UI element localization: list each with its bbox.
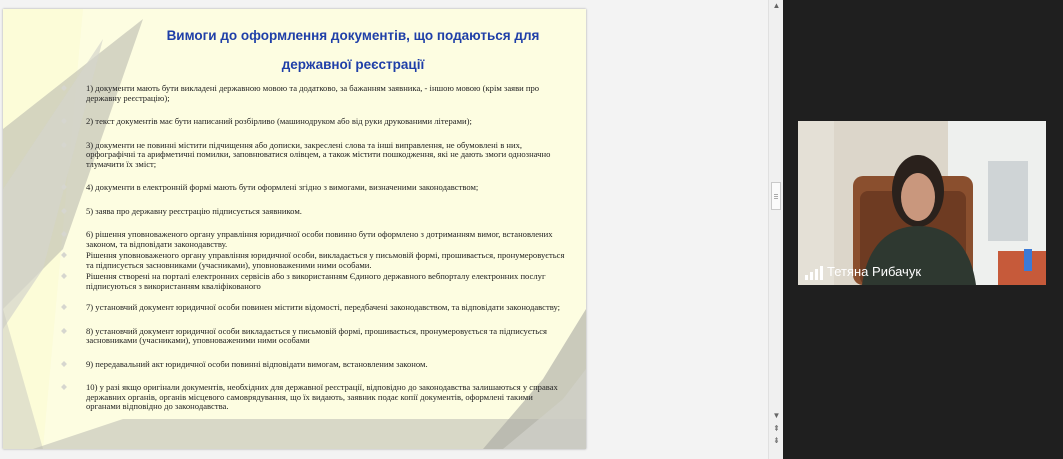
list-item: 9) передавальний акт юридичної особи повинні відповідати вимогам, встановленим законом.	[61, 360, 566, 370]
list-item: 8) установчий документ юридичної особи викладається у письмовій формі, прошивається, пронумеровується та підписується засновниками (учасниками), уповноваженими ними особами	[61, 327, 566, 346]
bullet-icon	[61, 231, 67, 237]
list-item: 10) у разі якщо оригінали документів, необхідних для державної реєстрації, відповідно до законодавства залишаються у справах державних органів, органів місцевого самоврядування, що їх видають, заявник подає копії документів, оформлені такими органами відповідно до законодавства.	[61, 383, 566, 412]
slide-title	[123, 21, 583, 79]
next-slide-icon[interactable]: ⇟	[773, 436, 780, 445]
slide-title-line-2: державної реєстрації	[281, 57, 425, 72]
list-item: Рішення уповноваженого органу управління юридичної особи, викладається у письмовій формі, прошивається, пронумеровується та підписується засновниками (учасниками), уповноваженими ними особами.	[61, 251, 566, 270]
bullet-icon	[61, 273, 67, 279]
list-item: 1) документи мають бути викладені державною мовою та додатково, за бажанням заявника, - іншою мовою (крім заяви про державну реєстрацію);	[61, 84, 566, 103]
bullet-icon	[61, 384, 67, 390]
list-item: 5) заява про державну реєстрацію підписується заявником.	[61, 207, 566, 217]
participant-video-tile[interactable]	[798, 121, 1046, 285]
bullet-icon	[61, 304, 67, 310]
slide-title-line-1: Вимоги до оформлення документів, що подаються для	[166, 28, 540, 43]
slide-canvas[interactable]	[3, 9, 586, 449]
scroll-up-icon[interactable]: ▲	[772, 1, 781, 10]
signal-strength-icon	[804, 266, 824, 280]
bullet-icon	[61, 85, 67, 91]
bullet-icon	[61, 208, 67, 214]
previous-slide-icon[interactable]: ⇞	[773, 424, 780, 433]
list-item: Рішення створені на порталі електронних сервісів або з використанням Єдиного державного вебпорталу електронних послуг підписуються з використанням кваліфікованого	[61, 272, 566, 291]
scrollbar-thumb[interactable]	[771, 182, 781, 210]
list-item: 2) текст документів має бути написаний розбірливо (машинодруком або від руки друкованими літерами);	[61, 117, 566, 127]
vertical-scrollbar[interactable]	[768, 0, 784, 459]
bullet-icon	[61, 142, 67, 148]
list-item: 3) документи не повинні містити підчищення або дописки, закреслені слова та інші виправлення, не обумовлені в них, орфографічні та арифметичні помилки, заповнюватися олівцем, а також містити пошкодження, які не дають змоги однозначно тлумачити їх зміст;	[61, 141, 566, 170]
video-pane	[783, 0, 1063, 459]
bullet-icon	[61, 184, 67, 190]
participant-name: Тетяна Рибачук	[827, 264, 922, 279]
participant-name-bar	[798, 259, 1046, 285]
requirements-list	[61, 84, 566, 412]
list-item: 4) документи в електронній формі мають бути оформлені згідно з вимогами, визначеними законодавством;	[61, 183, 566, 193]
scroll-down-icon[interactable]: ▼	[772, 411, 781, 420]
list-item: 6) рішення уповноваженого органу управління юридичної особи повинно бути оформлено з дотриманням вимог, встановлених законом, та відповідати законодавству.	[61, 230, 566, 249]
list-item: 7) установчий документ юридичної особи повинен містити відомості, передбачені законодавством, та відповідати законодавству;	[61, 303, 566, 313]
bullet-icon	[61, 252, 67, 258]
bullet-icon	[61, 118, 67, 124]
bullet-icon	[61, 328, 67, 334]
bullet-icon	[61, 361, 67, 367]
